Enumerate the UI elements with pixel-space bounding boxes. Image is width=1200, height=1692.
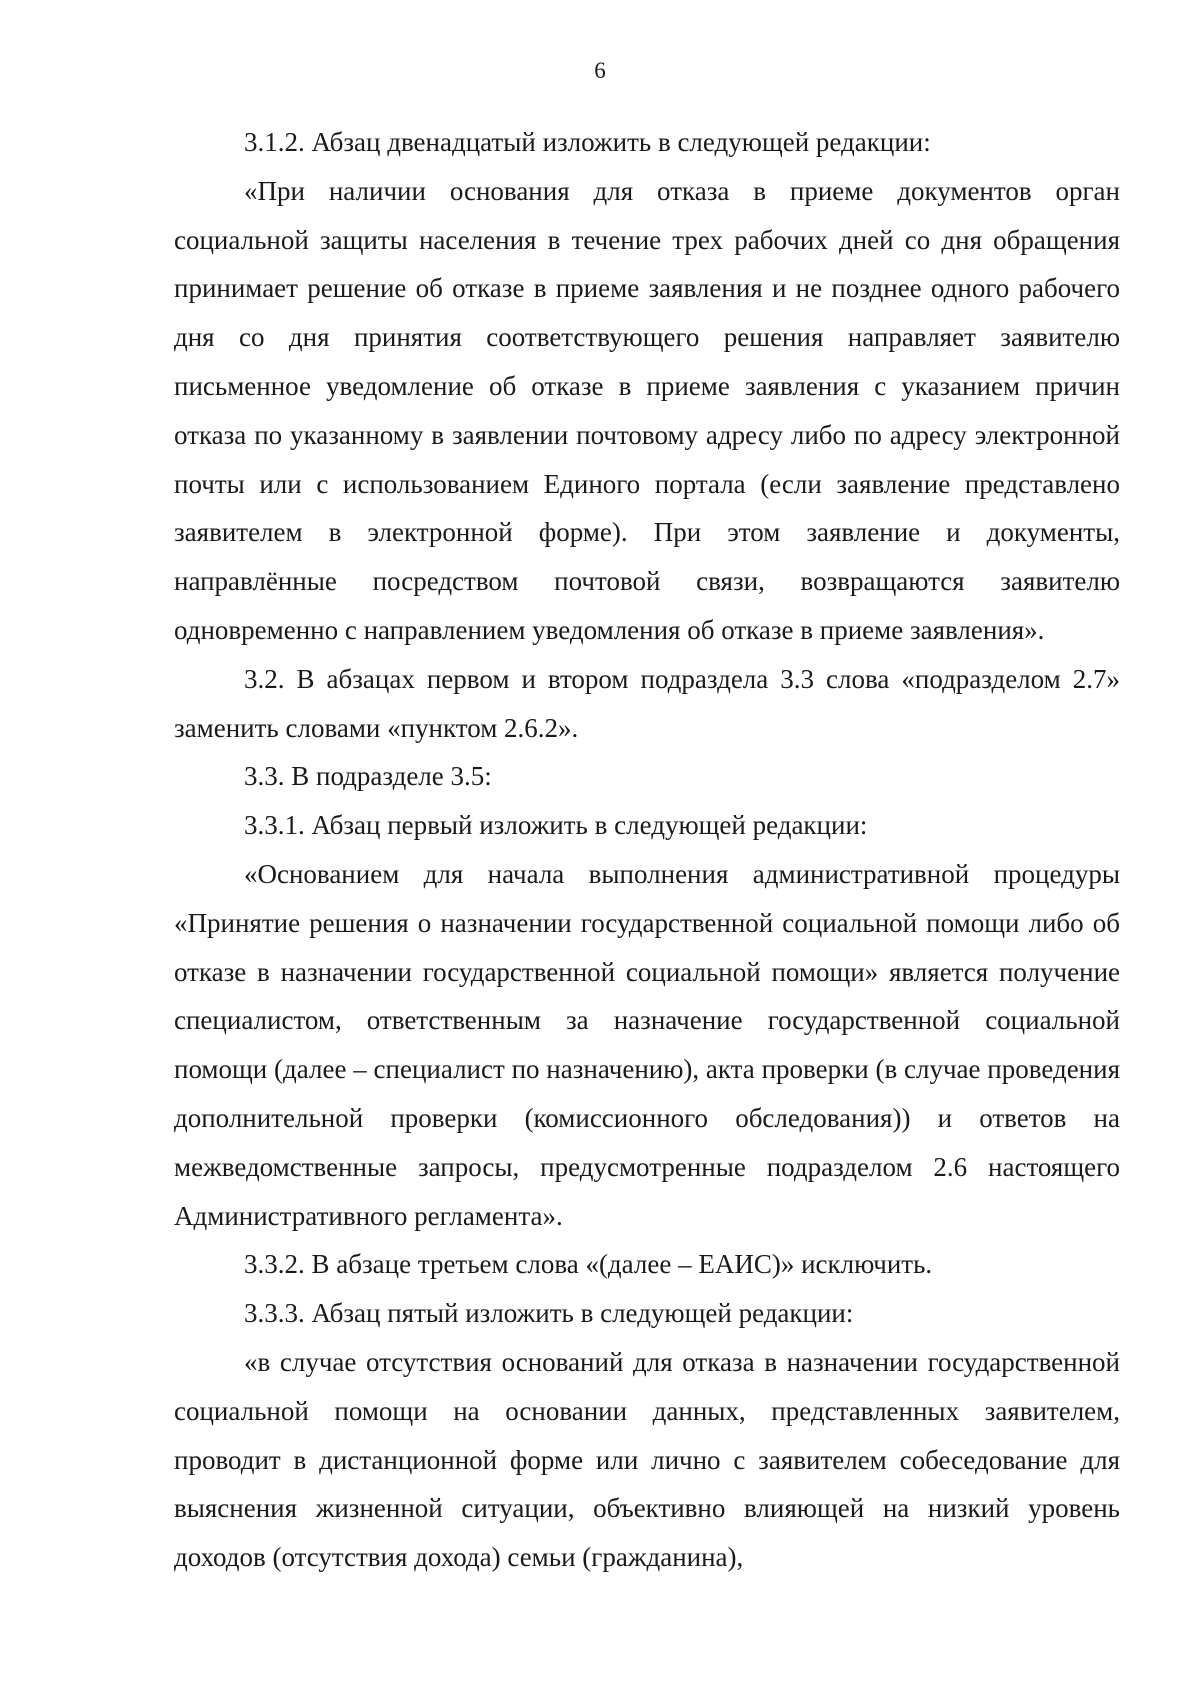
paragraph-3-1-2: 3.1.2. Абзац двенадцатый изложить в следующей редакции: <box>244 127 931 157</box>
paragraph-refusal-quote: «При наличии основания для отказа в приеме документов орган социальной защиты населения в течение трех рабочих дней со дня обращения принимает решение об отказе в приеме заявления и не позднее одного рабочего дня со дня принятия соответствующего решения направляет заявителю письменное уведомление об отказе в приеме заявления с указанием причин отказа по указанному в заявлении почтовому адресу либо по адресу электронной почты или с использованием Единого портала (если заявление представлено заявителем в электронной форме). При этом заявление и документы, направлённые посредством почтовой связи, возвращаются заявителю одновременно с направлением уведомления об отказе в приеме заявления». <box>174 175 1120 645</box>
document-body <box>174 118 1120 1582</box>
paragraph-3-3: 3.3. В подразделе 3.5: <box>244 761 492 792</box>
page-number: 6 <box>594 58 606 83</box>
paragraph-interview-quote: «в случае отсутствия оснований для отказа в назначении государственной социальной помощи на основании данных, представленных заявителем, проводит в дистанционной форме или лично с заявителем собеседование для выяснения жизненной ситуации, объективно влияющей на низкий уровень доходов (отсутствия дохода) семьи (гражданина), <box>174 1346 1120 1573</box>
paragraph-3-3-2: 3.3.2. В абзаце третьем слова «(далее – ЕАИС)» исключить. <box>244 1249 933 1280</box>
paragraph-3-2: 3.2. В абзацах первом и втором подраздела 3.3 слова «подразделом 2.7» заменить словами «пунктом 2.6.2». <box>174 663 1120 743</box>
paragraph-3-3-3: 3.3.3. Абзац пятый изложить в следующей редакции: <box>244 1298 854 1329</box>
paragraph-basis-quote: «Основанием для начала выполнения административной процедуры «Принятие решения о назначении государственной социальной помощи либо об отказе в назначении государственной социальной помощи» является получение специалистом, ответственным за назначение государственной социальной помощи (далее – специалист по назначению), акта проверки (в случае проведения дополнительной проверки (комиссионного обследования)) и ответов на межведомственные запросы, предусмотренные подразделом 2.6 настоящего Административного регламента». <box>174 858 1120 1231</box>
paragraph-3-3-1: 3.3.1. Абзац первый изложить в следующей редакции: <box>244 810 868 841</box>
